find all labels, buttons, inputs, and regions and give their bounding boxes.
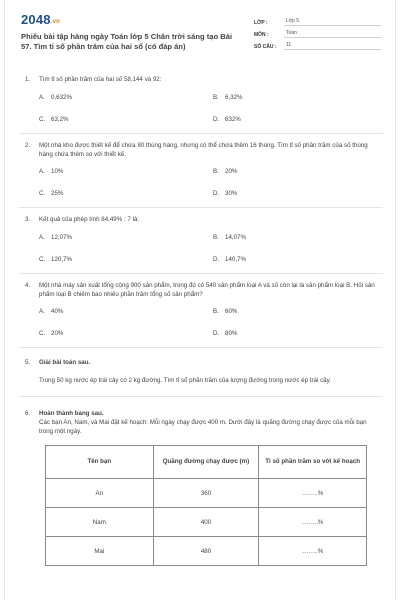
question-3: [21, 215, 381, 270]
option-c[interactable]: C. 120,7%: [39, 255, 72, 263]
table-cell: Mai: [46, 537, 154, 566]
question-1: [21, 75, 381, 130]
option-d[interactable]: D. 632%: [213, 115, 241, 123]
site-logo[interactable]: 2048.vn: [21, 12, 61, 27]
meta-value: Toán: [284, 30, 381, 38]
option-a[interactable]: A. 12,07%: [39, 233, 72, 241]
option-c[interactable]: C. 20%: [39, 329, 64, 337]
logo-suffix: .vn: [50, 19, 61, 25]
answer-blank[interactable]: ……..%: [259, 537, 367, 566]
header-left: [21, 12, 241, 52]
answer-blank[interactable]: ……..%: [259, 508, 367, 537]
meta-label: MÔN :: [254, 32, 269, 38]
distance-table: [45, 445, 367, 566]
option-a[interactable]: A. 10%: [39, 167, 64, 175]
option-a[interactable]: A. 40%: [39, 307, 64, 315]
question-title: Hoàn thành bảng sau.: [39, 410, 104, 417]
option-c[interactable]: C. 63,2%: [39, 115, 69, 123]
question-text: Một nhà máy sản xuất tổng cộng 900 sản phẩm, trong đó có 540 sản phẩm loại A và số còn lại là sản phẩm loại B. Hỏi sản phẩm loại B chiếm bao nhiêu phần trăm tổng số sản phẩm?: [39, 282, 375, 298]
meta-label: LỚP :: [254, 20, 268, 26]
question-number: 6.: [25, 410, 31, 417]
worksheet-page: [4, 0, 396, 600]
table-cell: 480: [153, 537, 259, 566]
table-row: [46, 479, 367, 508]
option-d[interactable]: D. 140,7%: [213, 255, 246, 263]
question-number: 1.: [25, 76, 31, 83]
meta-label: SỐ CÂU :: [254, 44, 277, 50]
question-text: Tìm tỉ số phần trăm của hai số 58,144 và 92:: [39, 76, 162, 83]
option-b[interactable]: B. 60%: [213, 307, 238, 315]
divider: [19, 347, 383, 348]
table-cell: 360: [153, 479, 259, 508]
worksheet-title: Phiếu bài tập hàng ngày Toán lớp 5 Chân trời sáng tạo Bài 57. Tìm tỉ số phần trăm của hai số (có đáp án): [21, 32, 233, 51]
question-title: Giải bài toán sau.: [39, 359, 91, 366]
question-number: 4.: [25, 282, 31, 289]
table-cell: An: [46, 479, 154, 508]
question-number: 2.: [25, 142, 31, 149]
divider: [19, 207, 383, 208]
meta-value: Lớp 5: [284, 18, 381, 26]
option-d[interactable]: D. 80%: [213, 329, 238, 337]
question-list: [21, 75, 381, 566]
question-text: Một nhà kho được thiết kế để chứa 80 thùng hàng, nhưng có thể chứa thêm 16 thùng. Tìm tỉ số phần trăm của số thùng hàng chứa thêm so với thiết kế.: [39, 142, 368, 158]
table-cell: 400: [153, 508, 259, 537]
divider: [19, 273, 383, 274]
meta-value: 11: [284, 42, 381, 50]
table-cell: Nam: [46, 508, 154, 537]
option-d[interactable]: D. 30%: [213, 189, 238, 197]
column-header: Quãng đường chạy được (m): [153, 446, 259, 479]
option-c[interactable]: C. 25%: [39, 189, 64, 197]
question-number: 5.: [25, 359, 31, 366]
question-number: 3.: [25, 216, 31, 223]
meta-subject: [254, 26, 381, 38]
column-header: Tên bạn: [46, 446, 154, 479]
meta-class: [254, 14, 381, 26]
option-b[interactable]: B. 20%: [213, 167, 238, 175]
question-body: Các bạn An, Nam, và Mai đặt kế hoạch: Mỗi ngày chạy được 400 m. Dưới đây là quãng đường chạy được của mỗi bạn trong một ngày.: [39, 419, 367, 435]
question-5: [21, 358, 381, 385]
column-header: Tỉ số phần trăm so với kế hoạch: [259, 446, 367, 479]
question-body: Trong 50 kg nước ép trái cây có 2 kg đường. Tìm tỉ số phần trăm của lượng đường trong nước ép trái cây.: [39, 377, 331, 384]
question-2: [21, 141, 381, 204]
question-text: Kết quả của phép tính 84,49% : 7 là:: [39, 216, 140, 223]
question-6: [21, 409, 381, 566]
option-a[interactable]: A. 0,632%: [39, 93, 72, 101]
worksheet-header: [21, 12, 381, 52]
divider: [19, 396, 383, 397]
table-row: [46, 537, 367, 566]
meta-count: [254, 38, 381, 50]
answer-blank[interactable]: ……..%: [259, 479, 367, 508]
table-header-row: [46, 446, 367, 479]
option-b[interactable]: B. 6,32%: [213, 93, 243, 101]
question-4: [21, 281, 381, 344]
divider: [19, 133, 383, 134]
worksheet-meta: [254, 12, 381, 52]
option-b[interactable]: B. 14,07%: [213, 233, 246, 241]
table-row: [46, 508, 367, 537]
